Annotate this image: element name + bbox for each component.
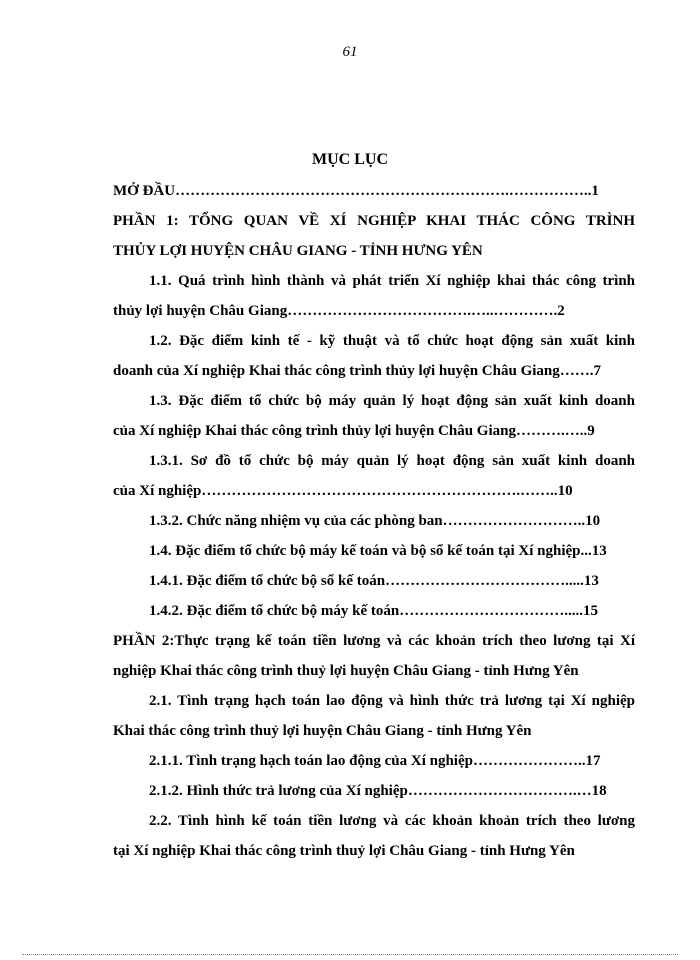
toc-entry-2-2: 2.2. Tình hình kế toán tiền lương và các khoản khoản trích theo lương	[149, 813, 635, 829]
toc-entry-1-3-1-cont: của Xí nghiệp……………………………………………………….……..10	[113, 483, 573, 499]
toc-entry-1-3-cont: của Xí nghiệp Khai thác công trình thủy lợi huyện Châu Giang……….…..9	[113, 423, 595, 439]
toc-entry-1-1-cont: thủy lợi huyện Châu Giang……………………………….…..………….2	[113, 303, 565, 319]
toc-title: MỤC LỤC	[312, 151, 388, 168]
toc-entry-1-2: 1.2. Đặc điểm kinh tế - kỹ thuật và tổ chức hoạt động sản xuất kinh	[149, 333, 635, 349]
toc-entry-2-1-2: 2.1.2. Hình thức trả lương của Xí nghiệp…………………………….…18	[149, 783, 607, 799]
page-bottom-divider	[22, 954, 678, 955]
toc-part-2-heading-cont: nghiệp Khai thác công trình thuỷ lợi huyện Châu Giang - tỉnh Hưng Yên	[113, 663, 579, 679]
toc-entry-mo-dau: MỞ ĐẦU………………………………………………………….……………..1	[113, 183, 599, 199]
toc-part-1-heading-cont: THỦY LỢI HUYỆN CHÂU GIANG - TỈNH HƯNG YÊN	[113, 243, 483, 259]
toc-entry-1-4-2: 1.4.2. Đặc điểm tổ chức bộ máy kế toán…………………………….....15	[149, 603, 598, 619]
page-number: 61	[342, 44, 358, 60]
toc-entry-1-2-cont: doanh của Xí nghiệp Khai thác công trình thủy lợi huyện Châu Giang…….7	[113, 363, 602, 379]
toc-entry-1-3: 1.3. Đặc điểm tổ chức bộ máy quản lý hoạt động sản xuất kinh doanh	[149, 393, 635, 409]
toc-entry-2-1: 2.1. Tình trạng hạch toán lao động và hình thức trả lương tại Xí nghiệp	[149, 693, 635, 709]
toc-entry-1-4-1: 1.4.1. Đặc điểm tổ chức bộ sổ kế toán……………………………….....13	[149, 573, 599, 589]
toc-part-2-heading: PHẦN 2:Thực trạng kế toán tiền lương và các khoản trích theo lương tại Xí	[113, 633, 635, 649]
toc-entry-1-3-1: 1.3.1. Sơ đồ tổ chức bộ máy quản lý hoạt động sản xuất kinh doanh	[149, 453, 635, 469]
toc-entry-1-3-2: 1.3.2. Chức năng nhiệm vụ của các phòng ban………………………..10	[149, 513, 601, 529]
toc-entry-2-2-cont: tại Xí nghiệp Khai thác công trình thuỷ lợi Châu Giang - tỉnh Hưng Yên	[113, 843, 575, 859]
toc-entry-2-1-cont: Khai thác công trình thuỷ lợi huyện Châu Giang - tỉnh Hưng Yên	[113, 723, 532, 739]
toc-entry-1-4: 1.4. Đặc điểm tổ chức bộ máy kế toán và bộ sổ kế toán tại Xí nghiệp...13	[149, 543, 607, 559]
toc-entry-2-1-1: 2.1.1. Tình trạng hạch toán lao động của Xí nghiệp…………………..17	[149, 753, 601, 769]
toc-part-1-heading: PHẦN 1: TỔNG QUAN VỀ XÍ NGHIỆP KHAI THÁC CÔNG TRÌNH	[113, 213, 635, 229]
table-of-contents	[113, 176, 635, 866]
toc-entry-1-1: 1.1. Quá trình hình thành và phát triển Xí nghiệp khai thác công trình	[149, 273, 635, 289]
